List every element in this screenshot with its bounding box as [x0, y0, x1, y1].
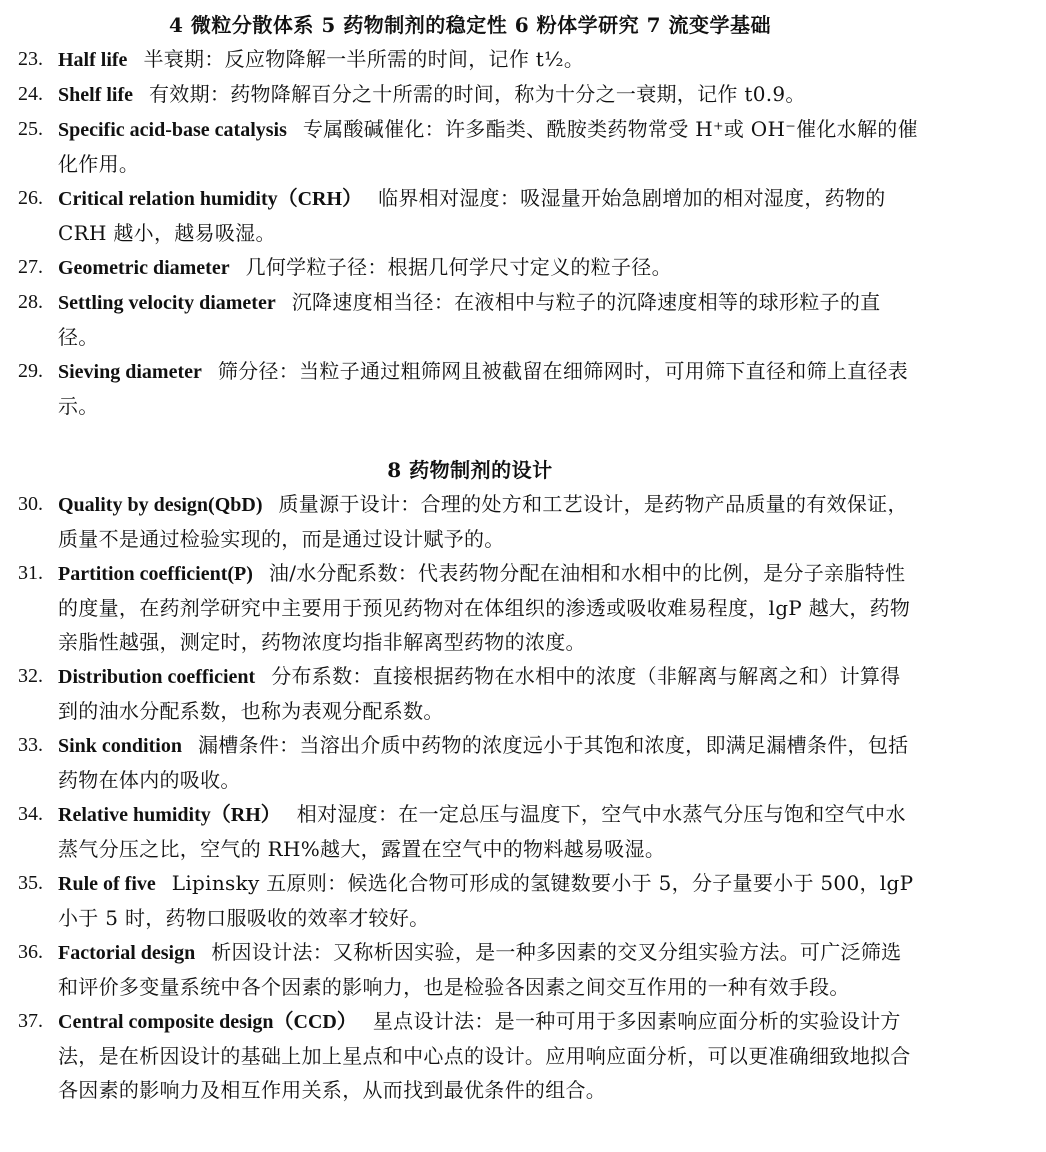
section-heading: 4 微粒分散体系 5 药物制剂的稳定性 6 粉体学研究 7 流变学基础 [169, 13, 771, 37]
entry-number: 25. [18, 118, 43, 140]
entry-definition: 油/水分配系数：代表药物分配在油相和水相中的比例，是分子亲脂特性的度量，在药剂学研究中主要用于预见药物对在体组织的渗透或吸收难易程度，lgP 越大，药物亲脂性越强，测定时，药物浓度均指非解离型药物的浓度。 [58, 561, 911, 654]
entry-term: Sink condition [58, 735, 182, 757]
entry-term: Sieving diameter [58, 361, 202, 383]
entry-definition: 析因设计法：又称析因实验，是一种多因素的交叉分组实验方法。可广泛筛选和评价多变量系统中各个因素的影响力，也是检验各因素之间交互作用的一种有效手段。 [58, 940, 902, 999]
entry-term: Settling velocity diameter [58, 292, 276, 314]
entry-number: 30. [18, 493, 43, 515]
entry-term: Half life [58, 49, 128, 71]
entry-number: 27. [18, 256, 43, 278]
entry-definition: 星点设计法：是一种可用于多因素响应面分析的实验设计方法，是在析因设计的基础上加上星点和中心点的设计。应用响应面分析，可以更准确细致地拟合各因素的影响力及相互作用关系，从而找到最优条件的组合。 [58, 1009, 911, 1102]
glossary-entry [0, 797, 918, 866]
entry-definition: Lipinsky 五原则：候选化合物可形成的氢键数要小于 5，分子量要小于 500，lgP 小于 5 时，药物口服吸收的效率才较好。 [58, 871, 914, 930]
entry-definition: 质量源于设计：合理的处方和工艺设计，是药物产品质量的有效保证，质量不是通过检验实现的，而是通过设计赋予的。 [58, 492, 908, 551]
entry-definition: 沉降速度相当径：在液相中与粒子的沉降速度相等的球形粒子的直径。 [58, 290, 881, 349]
entry-term: Critical relation humidity（CRH） [58, 188, 363, 210]
entry-number: 36. [18, 941, 43, 963]
glossary-entry [0, 354, 918, 423]
entry-definition: 漏槽条件：当溶出介质中药物的浓度远小于其饱和浓度，即满足漏槽条件，包括药物在体内的吸收。 [58, 733, 909, 792]
glossary-entry [0, 285, 918, 354]
entry-term: Geometric diameter [58, 257, 230, 279]
entry-term: Specific acid-base catalysis [58, 119, 287, 141]
entry-number: 24. [18, 83, 43, 105]
entry-definition: 筛分径：当粒子通过粗筛网且被截留在细筛网时，可用筛下直径和筛上直径表示。 [58, 359, 909, 418]
entry-number: 26. [18, 187, 43, 209]
entry-number: 35. [18, 872, 43, 894]
entry-term: Relative humidity（RH） [58, 804, 281, 826]
glossary-entry [0, 77, 918, 112]
glossary-entry [0, 556, 918, 659]
entry-definition: 专属酸碱催化：许多酯类、酰胺类药物常受 H⁺或 OH⁻催化水解的催化作用。 [58, 117, 918, 176]
glossary-entry [0, 112, 918, 181]
glossary-entry [0, 1004, 918, 1107]
glossary-entry [0, 659, 918, 728]
entry-definition: 临界相对湿度：吸湿量开始急剧增加的相对湿度，药物的 CRH 越小，越易吸湿。 [58, 186, 886, 245]
glossary-entry [0, 728, 918, 797]
entry-definition: 分布系数：直接根据药物在水相中的浓度（非解离与解离之和）计算得到的油水分配系数，也称为表观分配系数。 [58, 664, 901, 723]
entry-number: 28. [18, 291, 43, 313]
document-page [0, 8, 1046, 1107]
entry-definition: 相对湿度：在一定总压与温度下，空气中水蒸气分压与饱和空气中水蒸气分压之比，空气的 RH%越大，露置在空气中的物料越易吸湿。 [58, 802, 906, 861]
entry-term: Factorial design [58, 942, 196, 964]
entry-term: Distribution coefficient [58, 666, 256, 688]
entry-term: Rule of five [58, 873, 156, 895]
entry-number: 34. [18, 803, 43, 825]
glossary-entry [0, 42, 918, 77]
glossary-entry [0, 181, 918, 250]
entry-term: Central composite design（CCD） [58, 1011, 357, 1033]
entry-number: 31. [18, 562, 43, 584]
entry-number: 23. [18, 48, 43, 70]
glossary-entry [0, 866, 918, 935]
entry-term: Partition coefficient(P) [58, 563, 253, 585]
section-heading: 8 药物制剂的设计 [387, 458, 553, 482]
entry-definition: 半衰期：反应物降解一半所需的时间，记作 t½。 [143, 47, 585, 71]
entry-number: 37. [18, 1010, 43, 1032]
entry-definition: 有效期：药物降解百分之十所需的时间，称为十分之一衰期，记作 t0.9。 [149, 82, 806, 106]
entry-number: 32. [18, 665, 43, 687]
glossary-entry [0, 487, 918, 556]
glossary-entry [0, 935, 918, 1004]
glossary-entry [0, 250, 918, 285]
entry-number: 29. [18, 360, 43, 382]
entry-term: Shelf life [58, 84, 133, 106]
entry-term: Quality by design(QbD) [58, 494, 263, 516]
entry-number: 33. [18, 734, 43, 756]
entry-definition: 几何学粒子径：根据几何学尺寸定义的粒子径。 [245, 255, 672, 279]
